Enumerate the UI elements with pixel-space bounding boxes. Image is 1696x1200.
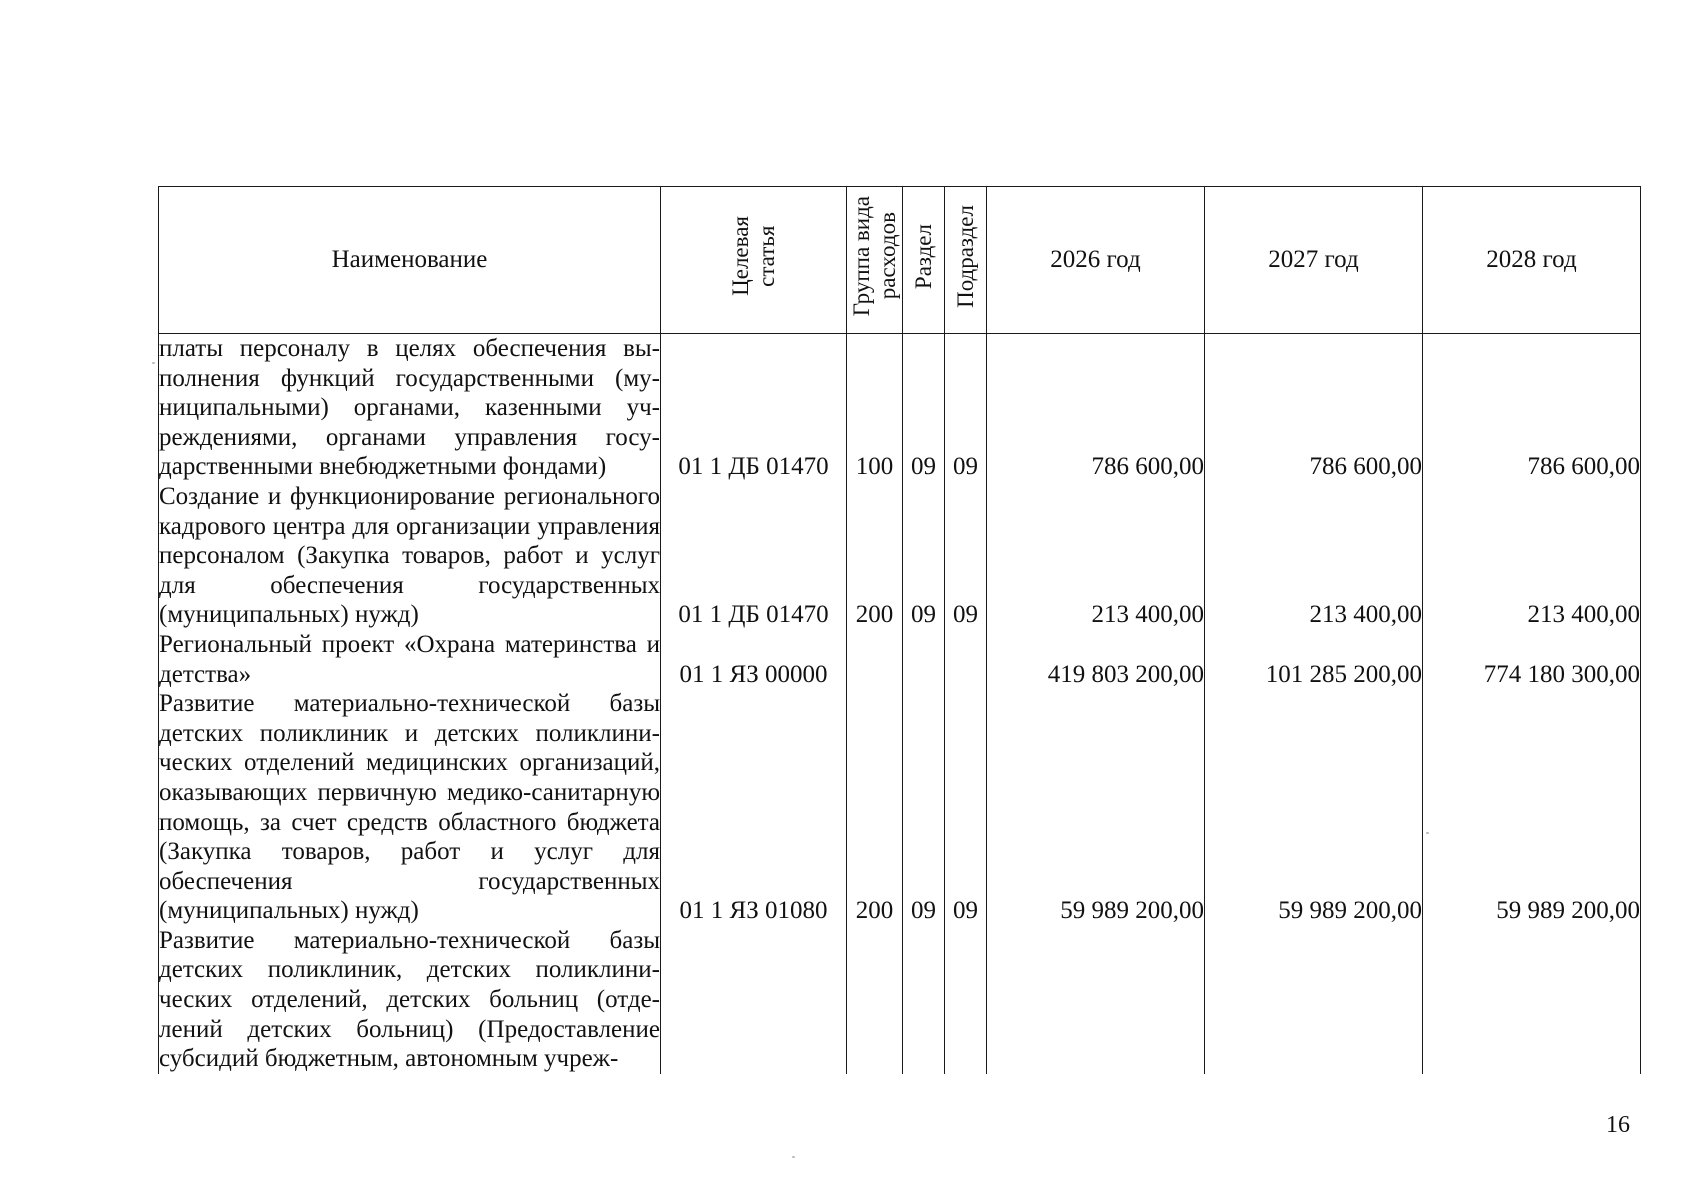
header-year-2027: [1205, 187, 1423, 334]
row-amount-2026: 786 600,00: [987, 334, 1205, 482]
row-section: 09: [903, 334, 945, 482]
row-section: [903, 630, 945, 689]
row-expense-group: 100: [847, 334, 903, 482]
row-name: Развитие материально-технической базы детских поликлиник и детских поликлинических отделений медицинских организаций, оказывающих первичную медико-санитарную помощь, за счет средств областного бюджета (Закупка товаров, работ и услуг для обеспечения государственных (муниципальных) нужд): [159, 690, 660, 925]
scan-speck: [792, 1156, 795, 1158]
row-name: Развитие материально-технической базы детских поликлиник, детских поликлинических отделений, детских больниц (отделений детских больниц) (Предоставление субсидий бюджетным, автономным учреж-: [159, 926, 660, 1073]
header-subsection: [945, 187, 987, 334]
header-target-article-label: Целевая статья: [727, 216, 779, 297]
header-year-2027-label: 2027 год: [1268, 246, 1359, 274]
row-expense-group: 200: [847, 482, 903, 630]
header-expense-group-label: Группа вида расходов: [848, 196, 900, 317]
row-amount-2028: 213 400,00: [1423, 482, 1641, 630]
row-amount-2027: 786 600,00: [1205, 334, 1423, 482]
header-subsection-label: Подраздел: [952, 204, 978, 308]
row-amount-2026: 213 400,00: [987, 482, 1205, 630]
budget-table: [158, 186, 1641, 1074]
row-name: платы персоналу в целях обеспечения выполнения функций государственными (муниципальными) органами, казенными учреждениями, органами управления государственными внебюджетными фондами): [159, 335, 660, 481]
row-section: 09: [903, 689, 945, 926]
header-section: [903, 187, 945, 334]
row-name: Создание и функционирование регионального кадрового центра для организации управления персоналом (Закупка товаров, работ и услуг для обеспечения государственных (муниципальных) нужд): [159, 482, 660, 629]
header-target-article: [661, 187, 847, 334]
row-name: Региональный проект «Охрана материнства и детства»: [159, 630, 660, 688]
row-expense-group: 200: [847, 689, 903, 926]
row-amount-2026: 59 989 200,00: [987, 689, 1205, 926]
row-amount-2027: 213 400,00: [1205, 482, 1423, 630]
row-subsection: 09: [945, 482, 987, 630]
row-expense-group: [847, 926, 903, 1074]
header-year-2026-label: 2026 год: [1050, 246, 1141, 274]
table-header-row: [159, 187, 1641, 334]
scan-speck: [152, 362, 155, 364]
header-name: [159, 187, 661, 334]
row-amount-2027: [1205, 926, 1423, 1074]
row-amount-2026: 419 803 200,00: [987, 630, 1205, 689]
row-subsection: 09: [945, 689, 987, 926]
table-row: [159, 630, 1641, 689]
row-subsection: [945, 630, 987, 689]
header-year-2028-label: 2028 год: [1486, 246, 1577, 274]
row-amount-2028: 786 600,00: [1423, 334, 1641, 482]
row-amount-2028: [1423, 926, 1641, 1074]
row-target-article: 01 1 ЯЗ 01080: [661, 689, 847, 926]
header-name-label: Наименование: [331, 246, 488, 274]
header-expense-group: [847, 187, 903, 334]
table-row: [159, 334, 1641, 482]
table-row: [159, 689, 1641, 926]
row-target-article: [661, 926, 847, 1074]
row-amount-2028: 774 180 300,00: [1423, 630, 1641, 689]
header-section-label: Раздел: [910, 223, 936, 289]
row-amount-2027: 101 285 200,00: [1205, 630, 1423, 689]
row-subsection: 09: [945, 334, 987, 482]
scan-speck: [1426, 832, 1429, 834]
row-target-article: 01 1 ДБ 01470: [661, 334, 847, 482]
row-target-article: 01 1 ДБ 01470: [661, 482, 847, 630]
row-section: 09: [903, 482, 945, 630]
row-target-article: 01 1 ЯЗ 00000: [661, 630, 847, 689]
row-amount-2026: [987, 926, 1205, 1074]
table-row: [159, 482, 1641, 630]
row-amount-2027: 59 989 200,00: [1205, 689, 1423, 926]
row-subsection: [945, 926, 987, 1074]
row-amount-2028: 59 989 200,00: [1423, 689, 1641, 926]
table-row: [159, 926, 1641, 1074]
header-year-2028: [1423, 187, 1641, 334]
header-year-2026: [987, 187, 1205, 334]
row-section: [903, 926, 945, 1074]
page-number: 16: [1606, 1112, 1630, 1138]
row-expense-group: [847, 630, 903, 689]
